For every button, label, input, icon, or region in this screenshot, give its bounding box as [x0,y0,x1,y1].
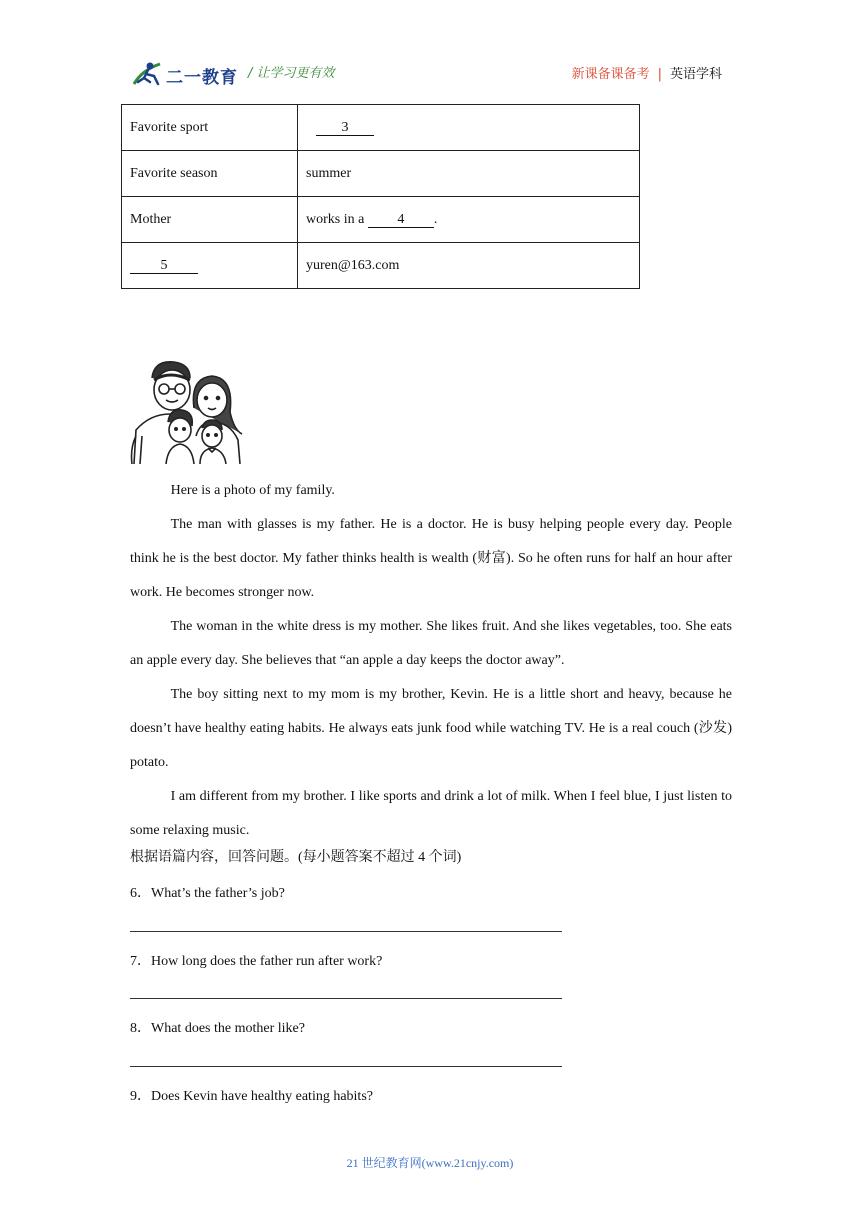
answer-line [130,931,562,932]
page-footer: 21 世纪教育网(www.21cnjy.com) [346,1156,514,1170]
logo-text: 二一教育 [166,68,238,88]
answer-line [130,998,562,999]
passage-paragraph: I am different from my brother. I like sports and drink a lot of milk. When I feel blue, I just listen to some relaxing music. [130,789,732,838]
table-cell-value: summer [298,151,640,197]
table-row [122,197,640,243]
table-cell-label: Favorite season [122,151,298,197]
instruction-text: 根据语篇内容，回答问题。(每小题答案不超过 4 个词) [130,850,462,865]
question-9: 9．Does Kevin have healthy eating habits? [130,1089,373,1104]
logo [130,60,240,88]
table-row [122,243,640,289]
passage-paragraph: The woman in the white dress is my mother. She likes fruit. And she likes vegetables, too. She eats an apple every day. She believes that “an apple a day keeps the doctor away”. [130,619,732,668]
value-prefix: works in a [306,211,368,227]
table-cell-label: Mother [122,197,298,243]
value-suffix: . [433,211,438,227]
reading-passage [130,474,732,848]
table-row [122,151,640,197]
answer-line [130,1066,562,1067]
tagline-right: 英语学科 [669,67,722,82]
family-photo-illustration [130,356,252,464]
table-cell-value [298,105,640,151]
slogan: / 让学习更有效 [248,66,335,81]
answer-blank: 3 [316,121,374,136]
table-row [122,105,640,151]
table-cell-value [298,197,640,243]
question-6: 6．What’s the father’s job? [130,886,285,901]
question-7: 7．How long does the father run after work? [130,954,383,969]
table-cell-label [122,243,298,289]
header-tagline [572,63,722,82]
question-8: 8．What does the mother like? [130,1021,305,1036]
answer-blank: 4 [368,213,434,228]
answer-blank: 5 [130,259,198,274]
passage-paragraph: Here is a photo of my family. [170,483,335,498]
runner-logo-icon [130,60,166,88]
passage-paragraph: The man with glasses is my father. He is a doctor. He is busy helping people every day. People think he is the best doctor. My father thinks health is wealth (财富). So he often runs for half an hour after work. He becomes stronger now. [130,517,732,600]
tagline-separator: | [657,67,662,82]
tagline-left: 新课备课备考 [571,67,650,82]
table-cell-value: yuren@163.com [298,243,640,289]
info-table [121,104,640,289]
table-cell-label: Favorite sport [122,105,298,151]
passage-paragraph: The boy sitting next to my mom is my brother, Kevin. He is a little short and heavy, because he doesn’t have healthy eating habits. He always eats junk food while watching TV. He is a real couch (沙发) potato. [130,687,732,770]
page-header [130,54,730,90]
